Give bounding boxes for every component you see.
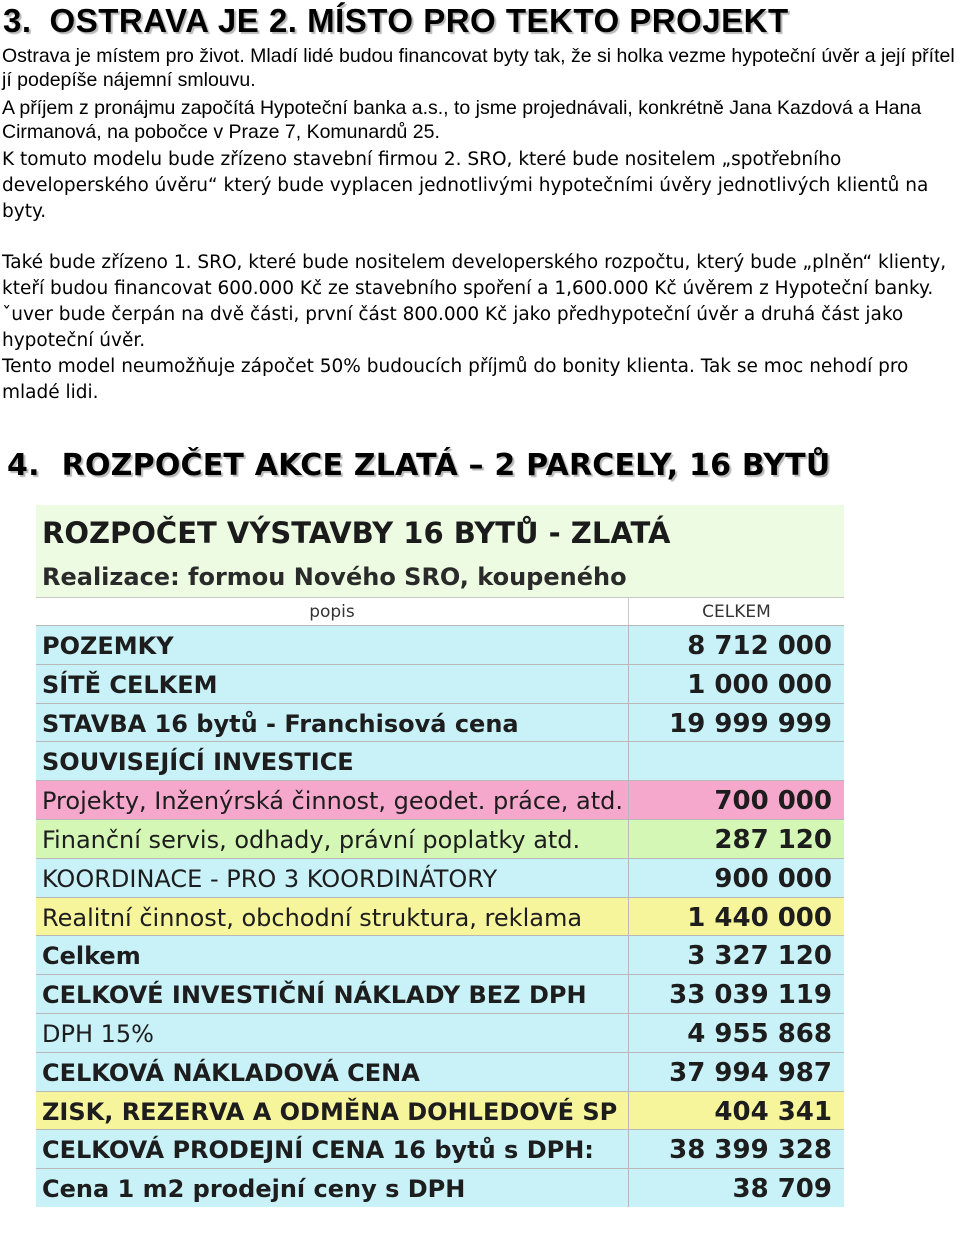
paragraph-2: A příjem z pronájmu započítá Hypoteční banka a.s., to jsme projednávali, konkrétně Jana Kazdová a Hana Cirmanová, na pobočce v Praze 7, Komunardů 25. xyxy=(2,97,922,143)
row-label: Cena 1 m2 prodejní ceny s DPH xyxy=(42,1175,466,1204)
row-value: 38 709 xyxy=(628,1169,844,1207)
header-popis: popis xyxy=(309,602,355,622)
table-row xyxy=(36,741,844,780)
table-row xyxy=(36,664,844,703)
row-label: CELKOVÉ INVESTIČNÍ NÁKLADY BEZ DPH xyxy=(42,981,587,1010)
row-value: 8 712 000 xyxy=(628,626,844,664)
row-value: 900 000 xyxy=(628,859,844,897)
table-row xyxy=(36,897,844,936)
paragraph-5: Tento model neumožňuje zápočet 50% budoucích příjmů do bonity klienta. Tak se moc nehodí pro mladé lidi. xyxy=(2,356,909,403)
budget-subtitle: Realizace: formou Nového SRO, koupeného xyxy=(36,557,844,597)
row-value: 4 955 868 xyxy=(628,1014,844,1052)
table-row xyxy=(36,974,844,1013)
table-row xyxy=(36,1168,844,1207)
table-row xyxy=(36,625,844,664)
paragraph-3: K tomuto modelu bude zřízeno stavební firmou 2. SRO, které bude nositelem „spotřebního developerského úvěru“ který bude vyplacen jednotlivými hypotečními úvěry jednotlivých klientů na byty. xyxy=(2,149,929,222)
section-4-title: ROZPOČET AKCE ZLATÁ – 2 PARCELY, 16 BYTŮ xyxy=(61,448,831,483)
row-label: CELKOVÁ NÁKLADOVÁ CENA xyxy=(42,1058,420,1087)
row-label: Realitní činnost, obchodní struktura, reklama xyxy=(42,903,583,932)
section-3-number: 3. xyxy=(3,2,32,39)
table-row xyxy=(36,1052,844,1091)
section-4-number: 4. xyxy=(7,448,40,483)
row-label: Finanční servis, odhady, právní poplatky atd. xyxy=(42,826,581,854)
row-value: 700 000 xyxy=(628,781,844,819)
row-label: STAVBA 16 bytů - Franchisová cena xyxy=(42,709,519,738)
row-label: DPH 15% xyxy=(42,1020,154,1048)
budget-header-row xyxy=(36,597,844,625)
row-value: 287 120 xyxy=(628,820,844,858)
row-label: ZISK, REZERVA A ODMĚNA DOHLEDOVÉ SP xyxy=(42,1097,618,1126)
row-label: SÍTĚ CELKEM xyxy=(42,670,218,699)
row-label: KOORDINACE - PRO 3 KOORDINÁTORY xyxy=(42,864,498,893)
row-label: CELKOVÁ PRODEJNÍ CENA 16 bytů s DPH: xyxy=(42,1136,594,1165)
row-label: SOUVISEJÍCÍ INVESTICE xyxy=(42,748,354,777)
paragraph-4: Také bude zřízeno 1. SRO, které bude nositelem developerského rozpočtu, který bude „plněn“ klienty, kteří budou financovat 600.000 Kč ze stavebního spoření a 1,600.000 Kč úvěrem z Hypoteční banky. ˇuver bude čerpán na dvě části, první část 800.000 Kč jako předhypoteční úvěr a druhá část jako hypoteční úvěr. xyxy=(2,252,947,351)
budget-table xyxy=(36,505,844,1232)
row-value: 33 039 119 xyxy=(628,975,844,1013)
section-3-title: OSTRAVA JE 2. MÍSTO PRO TEKTO PROJEKT xyxy=(49,2,789,39)
table-row xyxy=(36,1013,844,1052)
table-row xyxy=(36,780,844,819)
row-value: 1 000 000 xyxy=(628,665,844,703)
row-label: Celkem xyxy=(42,942,141,971)
table-row xyxy=(36,1129,844,1168)
row-value: 1 440 000 xyxy=(628,898,844,936)
row-value: 37 994 987 xyxy=(628,1053,844,1091)
paragraph-1: Ostrava je místem pro život. Mladí lidé budou financovat byty tak, že si holka vezme hypoteční úvěr a její přítel jí podepíše nájemní smlouvu. xyxy=(2,45,955,91)
row-value: 19 999 999 xyxy=(628,704,844,742)
section-3-heading xyxy=(3,2,789,40)
section-4-heading xyxy=(7,448,830,483)
row-label: POZEMKY xyxy=(42,632,174,660)
table-row xyxy=(36,703,844,742)
table-row xyxy=(36,819,844,858)
table-row xyxy=(36,935,844,974)
row-label: Projekty, Inženýrská činnost, geodet. práce, atd. xyxy=(42,787,624,816)
row-value xyxy=(628,742,844,780)
table-row xyxy=(36,1091,844,1130)
row-value: 404 341 xyxy=(628,1092,844,1130)
header-celkem: CELKEM xyxy=(628,598,844,626)
row-value: 3 327 120 xyxy=(628,936,844,974)
table-row xyxy=(36,858,844,897)
row-value: 38 399 328 xyxy=(628,1130,844,1168)
budget-title: ROZPOČET VÝSTAVBY 16 BYTŮ - ZLATÁ xyxy=(36,505,844,557)
